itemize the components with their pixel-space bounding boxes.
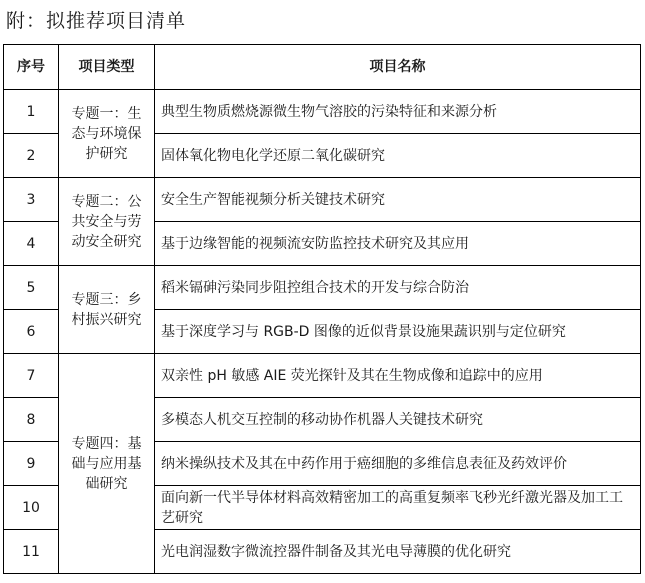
category-cell: 专题一：生态与环境保护研究 — [59, 90, 155, 178]
header-serial: 序号 — [4, 45, 59, 90]
project-name: 基于深度学习与 RGB-D 图像的近似背景设施果蔬识别与定位研究 — [155, 310, 641, 354]
table-row — [4, 90, 641, 134]
project-name: 纳米操纵技术及其在中药作用于癌细胞的多维信息表征及药效评价 — [155, 442, 641, 486]
project-name: 基于边缘智能的视频流安防监控技术研究及其应用 — [155, 222, 641, 266]
row-serial: 11 — [4, 530, 59, 574]
row-serial: 8 — [4, 398, 59, 442]
table-row — [4, 178, 641, 222]
project-name: 固体氧化物电化学还原二氧化碳研究 — [155, 134, 641, 178]
category-cell: 专题二：公共安全与劳动安全研究 — [59, 178, 155, 266]
project-name: 双亲性 pH 敏感 AIE 荧光探针及其在生物成像和追踪中的应用 — [155, 354, 641, 398]
row-serial: 3 — [4, 178, 59, 222]
project-name: 稻米镉砷污染同步阻控组合技术的开发与综合防治 — [155, 266, 641, 310]
row-serial: 4 — [4, 222, 59, 266]
project-table — [3, 44, 641, 574]
row-serial: 10 — [4, 486, 59, 530]
row-serial: 7 — [4, 354, 59, 398]
table-row — [4, 266, 641, 310]
category-cell: 专题三：乡村振兴研究 — [59, 266, 155, 354]
document-title: 附：拟推荐项目清单 — [6, 10, 187, 32]
row-serial: 2 — [4, 134, 59, 178]
project-name: 光电润湿数字微流控器件制备及其光电导薄膜的优化研究 — [155, 530, 641, 574]
table-header-row — [4, 45, 641, 90]
row-serial: 9 — [4, 442, 59, 486]
project-name: 典型生物质燃烧源微生物气溶胶的污染特征和来源分析 — [155, 90, 641, 134]
project-name: 面向新一代半导体材料高效精密加工的高重复频率飞秒光纤激光器及加工工艺研究 — [155, 486, 641, 530]
table-row — [4, 354, 641, 398]
row-serial: 5 — [4, 266, 59, 310]
header-name: 项目名称 — [155, 45, 641, 90]
header-type: 项目类型 — [59, 45, 155, 90]
row-serial: 1 — [4, 90, 59, 134]
project-name: 安全生产智能视频分析关键技术研究 — [155, 178, 641, 222]
category-cell: 专题四：基础与应用基础研究 — [59, 354, 155, 574]
row-serial: 6 — [4, 310, 59, 354]
project-name: 多模态人机交互控制的移动协作机器人关键技术研究 — [155, 398, 641, 442]
